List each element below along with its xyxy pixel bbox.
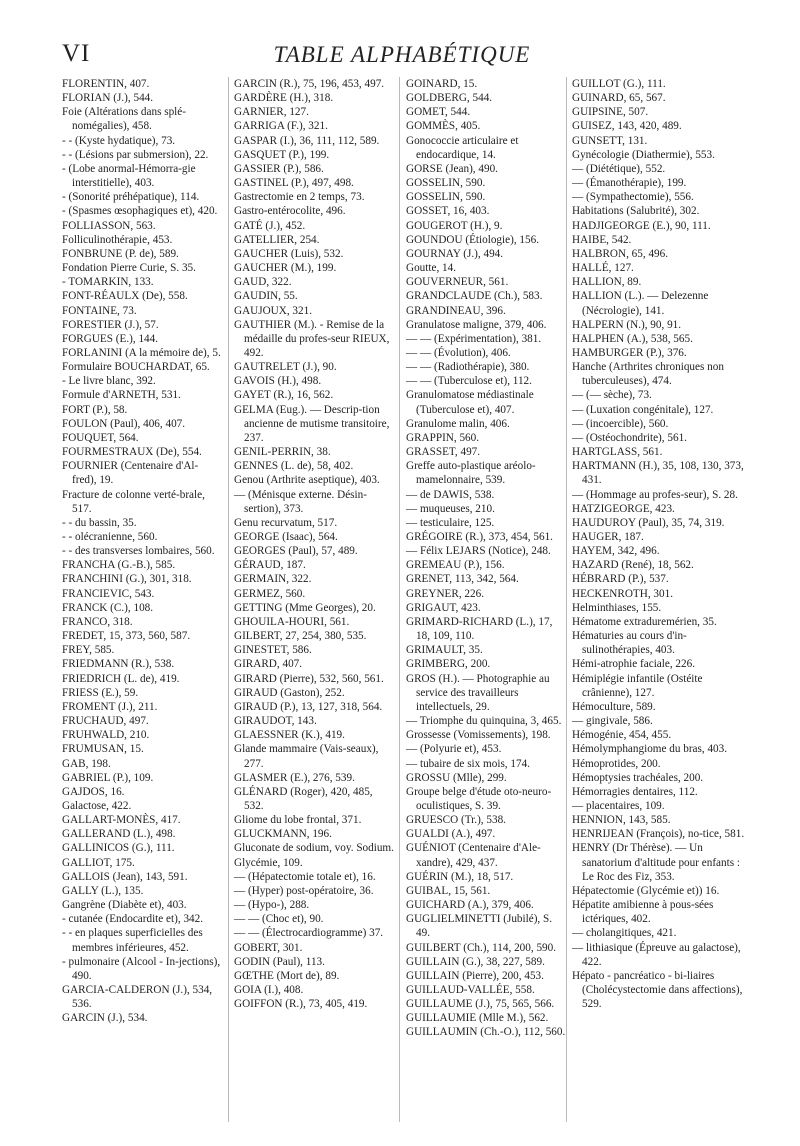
index-entry: GUALDI (A.), 497. bbox=[406, 828, 496, 841]
index-entry: GEORGE (Isaac), 564. bbox=[234, 531, 338, 543]
index-entry: — (Ostéochondrite), 561. bbox=[572, 431, 687, 444]
index-entry: GRASSET, 497. bbox=[406, 446, 481, 459]
index-entry: GRUESCO (Tr.), 538. bbox=[406, 814, 506, 827]
index-entry: Galactose, 422. bbox=[62, 799, 132, 812]
index-entry: — (Sympathectomie), 556. bbox=[572, 191, 694, 204]
index-column-2 bbox=[234, 77, 394, 1011]
index-entry: Hépatite amibienne à pous-sées ictériques, 402. bbox=[572, 899, 717, 926]
index-entry: FRANCHA (G.-B.), 585. bbox=[62, 559, 176, 572]
index-entry: — — (Radiothérapie), 380. bbox=[406, 361, 530, 374]
index-entry: FORESTIER (J.), 57. bbox=[62, 318, 159, 331]
index-entry: GAUD, 322. bbox=[234, 276, 292, 289]
index-entry: — — (Tuberculose et), 112. bbox=[406, 375, 532, 388]
index-entry: GODIN (Paul), 113. bbox=[234, 955, 325, 968]
index-entry: - - des transverses lombaires, 560. bbox=[62, 545, 215, 558]
index-entry: GUÉRIN (M.), 18, 517. bbox=[406, 870, 514, 883]
index-entry: GUISEZ, 143, 420, 489. bbox=[572, 120, 682, 133]
page-number: VI bbox=[62, 40, 91, 67]
index-entry: GUILLAUD-VALLÉE, 558. bbox=[406, 984, 535, 996]
index-entry: GUIPSINE, 507. bbox=[572, 106, 649, 119]
index-entry: GARDÈRE (H.), 318. bbox=[234, 92, 334, 105]
running-title: TABLE ALPHABÉTIQUE bbox=[273, 42, 531, 67]
index-entry: — (Hypo-), 288. bbox=[234, 899, 310, 912]
index-entry: GRIMAULT, 35. bbox=[406, 644, 483, 657]
index-entry: FONBRUNE (P. de), 589. bbox=[62, 247, 179, 260]
index-entry: GIRAUD (P.), 13, 127, 318, 564. bbox=[234, 700, 383, 713]
index-entry: HALLION (L.). — Delezenne (Nécrologie), 141. bbox=[572, 290, 712, 317]
index-entry: Hémoculture, 589. bbox=[572, 700, 656, 713]
index-entry: GRIMBERG, 200. bbox=[406, 658, 491, 671]
index-entry: - - olécranienne, 560. bbox=[62, 531, 158, 543]
index-entry: Hématome extraduremérien, 35. bbox=[572, 615, 717, 628]
column-divider bbox=[399, 77, 400, 1122]
index-entry: GLUCKMANN, 196. bbox=[234, 828, 332, 841]
index-entry: GETTING (Mme Georges), 20. bbox=[234, 601, 376, 614]
index-entry: Hépatectomie (Glycémie et)) 16. bbox=[572, 884, 720, 897]
index-entry: GAJDOS, 16. bbox=[62, 785, 125, 798]
index-entry: GERMEZ, 560. bbox=[234, 587, 306, 600]
column-divider bbox=[566, 77, 567, 1122]
index-entry: GALLY (L.), 135. bbox=[62, 884, 144, 897]
index-entry: GARRIGA (F.), 321. bbox=[234, 120, 328, 133]
index-entry: - - (Lésions par submersion), 22. bbox=[62, 148, 209, 161]
index-entry: FOULON (Paul), 406, 407. bbox=[62, 417, 186, 430]
index-entry: - Le livre blanc, 392. bbox=[62, 375, 156, 388]
index-entry: GALLERAND (L.), 498. bbox=[62, 828, 176, 841]
index-entry: Folliculinothérapie, 453. bbox=[62, 233, 173, 246]
index-entry: — testiculaire, 125. bbox=[406, 516, 495, 529]
index-entry: — — (Évolution), 406. bbox=[406, 346, 511, 359]
index-entry: GATELLIER, 254. bbox=[234, 233, 320, 246]
index-entry: FONTAINE, 73. bbox=[62, 304, 137, 317]
index-entry: FRIEDRICH (L. de), 419. bbox=[62, 672, 180, 685]
index-entry: Gastro-entérocolite, 496. bbox=[234, 205, 346, 218]
index-entry: GUIBAL, 15, 561. bbox=[406, 884, 491, 897]
index-entry: - - en plaques superficielles des membres inférieures, 452. bbox=[62, 927, 206, 954]
index-entry: HALPHEN (A.), 538, 565. bbox=[572, 332, 693, 345]
index-entry: GLÉNARD (Roger), 420, 485, 532. bbox=[234, 785, 376, 812]
index-entry: HARTMANN (H.), 35, 108, 130, 373, 431. bbox=[572, 460, 747, 487]
index-entry: Hémolymphangiome du bras, 403. bbox=[572, 743, 728, 756]
index-entry: GHOUILA-HOURI, 561. bbox=[234, 615, 350, 628]
index-entry: — (Hépatectomie totale et), 16. bbox=[234, 870, 376, 883]
index-entry: HALBRON, 65, 496. bbox=[572, 247, 669, 260]
index-entry: Formulaire BOUCHARDAT, 65. bbox=[62, 361, 210, 374]
index-entry: - pulmonaire (Alcool - In-jections), 490. bbox=[62, 955, 223, 982]
index-entry: — de DAWIS, 538. bbox=[406, 488, 495, 501]
index-entry: GARCIA-CALDERON (J.), 534, 536. bbox=[62, 984, 215, 1011]
index-entry: Glande mammaire (Vais-seaux), 277. bbox=[234, 743, 382, 770]
index-entry: — placentaires, 109. bbox=[572, 799, 665, 812]
index-entry: FRUHWALD, 210. bbox=[62, 729, 150, 742]
index-entry: GOIFFON (R.), 73, 405, 419. bbox=[234, 998, 368, 1011]
index-entry: — (Émanothérapie), 199. bbox=[572, 177, 687, 190]
index-entry: — (Hyper) post-opératoire, 36. bbox=[234, 884, 374, 897]
index-entry: GUILBERT (Ch.), 114, 200, 590. bbox=[406, 941, 557, 954]
index-entry: Hémoptysies trachéales, 200. bbox=[572, 771, 704, 784]
index-entry: - - du bassin, 35. bbox=[62, 516, 137, 529]
index-entry: — Félix LEJARS (Notice), 248. bbox=[406, 545, 551, 558]
index-entry: — tubaire de six mois, 174. bbox=[406, 757, 530, 770]
index-entry: GOURNAY (J.), 494. bbox=[406, 247, 504, 260]
index-entry: FRUMUSAN, 15. bbox=[62, 743, 144, 756]
index-entry: - (Sonorité préhépatique), 114. bbox=[62, 191, 200, 204]
index-entry: GINESTET, 586. bbox=[234, 644, 312, 657]
index-entry: GŒTHE (Mort de), 89. bbox=[234, 969, 340, 982]
index-entry: HAMBURGER (P.), 376. bbox=[572, 346, 687, 359]
index-entry: FRIEDMANN (R.), 538. bbox=[62, 658, 175, 671]
index-entry: GUINARD, 65, 567. bbox=[572, 92, 666, 105]
index-entry: Helminthiases, 155. bbox=[572, 601, 662, 614]
index-entry: GRANDCLAUDE (Ch.), 583. bbox=[406, 290, 543, 303]
index-entry: - - (Kyste hydatique), 73. bbox=[62, 134, 176, 147]
index-entry: Hématuries au cours d'in-sulinothérapies, 403. bbox=[572, 630, 687, 657]
index-entry: FRANCO, 318. bbox=[62, 615, 133, 628]
index-entry: Hanche (Arthrites chroniques non tuberculeuses), 474. bbox=[572, 361, 727, 388]
index-entry: Formule d'ARNETH, 531. bbox=[62, 389, 181, 402]
index-entry: HAUDUROY (Paul), 35, 74, 319. bbox=[572, 516, 725, 529]
index-entry: GARCIN (J.), 534. bbox=[62, 1012, 148, 1025]
index-entry: Gangrène (Diabète et), 403. bbox=[62, 899, 187, 912]
index-entry: GALLART-MONÈS, 417. bbox=[62, 814, 181, 827]
index-entry: FOUQUET, 564. bbox=[62, 431, 139, 444]
index-entry: GARCIN (R.), 75, 196, 453, 497. bbox=[234, 78, 385, 90]
index-entry: FOURMESTRAUX (De), 554. bbox=[62, 446, 202, 459]
index-entry: GOSSELIN, 590. bbox=[406, 177, 486, 190]
index-entry: FOURNIER (Centenaire d'Al-fred), 19. bbox=[62, 460, 199, 487]
index-entry: GLAESSNER (K.), 419. bbox=[234, 729, 345, 742]
index-entry: Granulome malin, 406. bbox=[406, 417, 510, 430]
index-entry: - cutanée (Endocardite et), 342. bbox=[62, 913, 204, 926]
index-entry: GASQUET (P.), 199. bbox=[234, 148, 330, 161]
index-entry: GEORGES (Paul), 57, 489. bbox=[234, 545, 358, 558]
column-divider bbox=[228, 77, 229, 1122]
index-entry: HADJIGEORGE (E.), 90, 111. bbox=[572, 219, 711, 232]
index-entry: GUGLIELMINETTI (Jubilé), S. 49. bbox=[406, 913, 555, 940]
index-entry: FORGUES (E.), 144. bbox=[62, 332, 159, 345]
index-entry: GERMAIN, 322. bbox=[234, 573, 312, 586]
index-entry: FROMENT (J.), 211. bbox=[62, 700, 158, 713]
index-entry: GENIL-PERRIN, 38. bbox=[234, 446, 331, 459]
index-columns bbox=[62, 77, 752, 1127]
index-entry: GUÉNIOT (Centenaire d'Ale-xandre), 429, 437. bbox=[406, 842, 541, 869]
index-entry: GOUGEROT (H.), 9. bbox=[406, 219, 503, 232]
index-entry: HAZARD (René), 18, 562. bbox=[572, 559, 694, 572]
index-entry: GUILLOT (G.), 111. bbox=[572, 78, 666, 90]
index-entry: GAUTRELET (J.), 90. bbox=[234, 361, 337, 374]
page-header bbox=[62, 40, 742, 72]
index-entry: HAYEM, 342, 496. bbox=[572, 545, 660, 558]
index-entry: GLASMER (E.), 276, 539. bbox=[234, 771, 355, 784]
index-entry: GASPAR (I.), 36, 111, 112, 589. bbox=[234, 134, 380, 147]
index-entry: GOMET, 544. bbox=[406, 106, 471, 119]
index-entry: GRIMARD-RICHARD (L.), 17, 18, 109, 110. bbox=[406, 615, 556, 643]
index-entry: HALLÉ, 127. bbox=[572, 262, 634, 275]
index-column-4 bbox=[572, 77, 750, 1011]
index-entry: GIRARD (Pierre), 532, 560, 561. bbox=[234, 672, 384, 685]
index-entry: FRANCHINI (G.), 301, 318. bbox=[62, 573, 192, 586]
index-entry: GAYET (R.), 16, 562. bbox=[234, 389, 334, 402]
index-entry: GUILLAIN (Pierre), 200, 453. bbox=[406, 969, 544, 982]
index-entry: GATÉ (J.), 452. bbox=[234, 219, 306, 232]
index-entry: FONT-RÉAULX (De), 558. bbox=[62, 290, 188, 303]
index-entry: GAUDIN, 55. bbox=[234, 290, 298, 303]
index-entry: GABRIEL (P.), 109. bbox=[62, 771, 154, 784]
index-entry: FLORENTIN, 407. bbox=[62, 78, 150, 90]
index-entry: FREDET, 15, 373, 560, 587. bbox=[62, 630, 191, 643]
index-entry: GRIGAUT, 423. bbox=[406, 601, 481, 614]
index-entry: - (Lobe anormal-Hémorra-gie interstitielle), 403. bbox=[62, 162, 199, 190]
index-entry: Goutte, 14. bbox=[406, 262, 457, 275]
index-entry: Genou (Arthrite aseptique), 403. bbox=[234, 474, 380, 487]
index-entry: GUILLAUMIE (Mlle M.), 562. bbox=[406, 1012, 549, 1025]
index-entry: GAB, 198. bbox=[62, 757, 111, 770]
index-entry: GRANDINEAU, 396. bbox=[406, 304, 506, 317]
index-entry: GAUCHER (M.), 199. bbox=[234, 262, 337, 275]
index-entry: GUILLAUMIN (Ch.-O.), 112, 560. bbox=[406, 1026, 566, 1039]
index-entry: GORSE (Jean), 490. bbox=[406, 162, 498, 175]
index-entry: GRAPPIN, 560. bbox=[406, 431, 480, 444]
index-entry: HENNION, 143, 585. bbox=[572, 814, 671, 827]
index-entry: Grossesse (Vomissements), 198. bbox=[406, 729, 551, 742]
index-entry: GOINARD, 15. bbox=[406, 78, 478, 90]
index-entry: — cholangitiques, 421. bbox=[572, 927, 677, 940]
index-entry: GROS (H.). — Photographie au service des travailleurs intellectuels, 29. bbox=[406, 672, 553, 713]
index-entry: Hémi-atrophie faciale, 226. bbox=[572, 658, 696, 671]
index-entry: Hémogénie, 454, 455. bbox=[572, 729, 672, 742]
index-column-1 bbox=[62, 77, 222, 1025]
index-entry: — (Hommage au profes-seur), S. 28. bbox=[572, 488, 738, 501]
index-entry: — (Polyurie et), 453. bbox=[406, 743, 502, 756]
index-entry: - (Spasmes œsophagiques et), 420. bbox=[62, 205, 218, 218]
index-entry: GOBERT, 301. bbox=[234, 941, 303, 954]
index-entry: Gluconate de sodium, voy. Sodium. bbox=[234, 842, 394, 855]
index-entry: GOUVERNEUR, 561. bbox=[406, 276, 509, 289]
index-entry: FREY, 585. bbox=[62, 644, 115, 657]
index-entry: GREMEAU (P.), 156. bbox=[406, 559, 505, 572]
index-entry: - TOMARKIN, 133. bbox=[62, 276, 154, 289]
index-entry: GÉRAUD, 187. bbox=[234, 559, 306, 572]
index-entry: GARNIER, 127. bbox=[234, 106, 309, 119]
index-entry: FORT (P.), 58. bbox=[62, 403, 128, 416]
index-entry: — gingivale, 586. bbox=[572, 715, 653, 728]
index-entry: GOLDBERG, 544. bbox=[406, 92, 493, 105]
index-entry: — — (Électrocardiogramme) 37. bbox=[234, 927, 384, 940]
index-entry: Fracture de colonne verté-brale, 517. bbox=[62, 488, 208, 515]
index-entry: GAUCHER (Luis), 532. bbox=[234, 247, 344, 260]
index-entry: GOSSELIN, 590. bbox=[406, 191, 486, 204]
index-entry: GUICHARD (A.), 379, 406. bbox=[406, 899, 534, 912]
index-entry: — — (Choc et), 90. bbox=[234, 913, 324, 926]
index-entry: GRENET, 113, 342, 564. bbox=[406, 573, 519, 586]
index-entry: — (incoercible), 560. bbox=[572, 417, 669, 430]
index-entry: FRUCHAUD, 497. bbox=[62, 715, 149, 728]
index-entry: GOSSET, 16, 403. bbox=[406, 205, 490, 218]
index-entry: FRANCK (C.), 108. bbox=[62, 601, 154, 614]
index-entry: Gynécologie (Diathermie), 553. bbox=[572, 148, 715, 161]
index-entry: — Triomphe du quinquina, 3, 465. bbox=[406, 715, 562, 728]
index-entry: Hémoprotides, 200. bbox=[572, 757, 661, 770]
index-entry: — — (Expérimentation), 381. bbox=[406, 332, 542, 345]
index-entry: Gastrectomie en 2 temps, 73. bbox=[234, 191, 365, 204]
index-entry: Hémiplégie infantile (Ostéite crânienne), 127. bbox=[572, 672, 706, 699]
index-entry: GUNSETT, 131. bbox=[572, 134, 648, 147]
index-entry: HATZIGEORGE, 423. bbox=[572, 502, 675, 515]
index-entry: GALLOIS (Jean), 143, 591. bbox=[62, 870, 188, 883]
index-entry: Hémorragies dentaires, 112. bbox=[572, 785, 698, 798]
index-entry: HARTGLASS, 561. bbox=[572, 446, 663, 459]
index-entry: GALLINICOS (G.), 111. bbox=[62, 842, 175, 855]
index-entry: GIRAUD (Gaston), 252. bbox=[234, 686, 345, 699]
index-entry: Glycémie, 109. bbox=[234, 856, 303, 869]
index-entry: GASTINEL (P.), 497, 498. bbox=[234, 177, 354, 190]
index-entry: GROSSU (Mlle), 299. bbox=[406, 771, 507, 784]
index-entry: Fondation Pierre Curie, S. 35. bbox=[62, 262, 196, 275]
index-entry: HÉBRARD (P.), 537. bbox=[572, 573, 669, 586]
index-entry: — (Diététique), 552. bbox=[572, 162, 666, 175]
index-entry: — (Luxation congénitale), 127. bbox=[572, 403, 714, 416]
index-entry: Granulomatose médiastinale (Tuberculose et), 407. bbox=[406, 389, 537, 416]
index-entry: GENNES (L. de), 58, 402. bbox=[234, 460, 354, 473]
index-entry: Granulatose maligne, 379, 406. bbox=[406, 318, 547, 331]
index-entry: — muqueuses, 210. bbox=[406, 502, 495, 515]
index-entry: GASSIER (P.), 586. bbox=[234, 162, 324, 175]
index-entry: HALLION, 89. bbox=[572, 276, 642, 289]
index-entry: GAUJOUX, 321. bbox=[234, 304, 313, 317]
index-entry: GAVOIS (H.), 498. bbox=[234, 375, 322, 388]
index-entry: — (Ménisque externe. Désin-sertion), 373. bbox=[234, 488, 367, 515]
index-entry: Gliome du lobe frontal, 371. bbox=[234, 814, 362, 827]
index-entry: GALLIOT, 175. bbox=[62, 856, 135, 869]
index-entry: FOLLIASSON, 563. bbox=[62, 219, 156, 232]
index-entry: FRANCIEVIC, 543. bbox=[62, 587, 155, 600]
index-entry: FLORIAN (J.), 544. bbox=[62, 92, 154, 105]
index-entry: GUILLAIN (G.), 38, 227, 589. bbox=[406, 955, 545, 968]
index-entry: Hépato - pancréatico - bi-liaires (Cholécystectomie dans affections), 529. bbox=[572, 969, 746, 1011]
index-entry: GAUTHIER (M.). - Remise de la médaille du profes-seur RIEUX, 492. bbox=[234, 318, 393, 359]
index-entry: GOUNDOU (Étiologie), 156. bbox=[406, 233, 539, 246]
index-entry: GUILLAUME (J.), 75, 565, 566. bbox=[406, 998, 555, 1011]
index-entry: GIRAUDOT, 143. bbox=[234, 715, 317, 728]
index-entry: GIRARD, 407. bbox=[234, 658, 303, 671]
index-entry: GREYNER, 226. bbox=[406, 587, 485, 600]
index-entry: GRÉGOIRE (R.), 373, 454, 561. bbox=[406, 531, 553, 543]
index-entry: GELMA (Eug.). — Descrip-tion ancienne de mutisme transitoire, 237. bbox=[234, 403, 393, 444]
index-entry: Foie (Altérations dans splé-nomégalies), 458. bbox=[62, 106, 186, 133]
index-entry: — (— sèche), 73. bbox=[572, 389, 652, 402]
index-entry: HENRY (Dr Thérèse). — Un sanatorium d'altitude pour enfants : Le Roc des Fiz, 353. bbox=[572, 842, 743, 883]
index-entry: GILBERT, 27, 254, 380, 535. bbox=[234, 630, 367, 643]
index-entry: HECKENROTH, 301. bbox=[572, 587, 673, 600]
index-entry: Greffe auto-plastique aréolo-mamelonnaire, 539. bbox=[406, 460, 536, 487]
index-entry: HAIBE, 542. bbox=[572, 233, 632, 246]
index-entry: Groupe belge d'étude oto-neuro-oculistiques, S. 39. bbox=[406, 785, 552, 812]
index-entry: Habitations (Salubrité), 302. bbox=[572, 205, 700, 218]
index-entry: FRIESS (E.), 59. bbox=[62, 686, 139, 699]
index-entry: Genu recurvatum, 517. bbox=[234, 516, 338, 529]
index-entry: HENRIJEAN (François), no-tice, 581. bbox=[572, 828, 745, 841]
index-entry: — lithiasique (Épreuve au galactose), 422. bbox=[572, 941, 744, 968]
index-column-3 bbox=[406, 77, 566, 1040]
index-entry: GOMMÈS, 405. bbox=[406, 120, 481, 133]
index-entry: HALPERN (N.), 90, 91. bbox=[572, 318, 682, 331]
index-entry: FORLANINI (A la mémoire de), 5. bbox=[62, 346, 221, 359]
index-entry: HAUGER, 187. bbox=[572, 531, 644, 543]
index-entry: GOIA (I.), 408. bbox=[234, 984, 304, 996]
index-entry: Gonococcie articulaire et endocardique, 14. bbox=[406, 134, 522, 161]
